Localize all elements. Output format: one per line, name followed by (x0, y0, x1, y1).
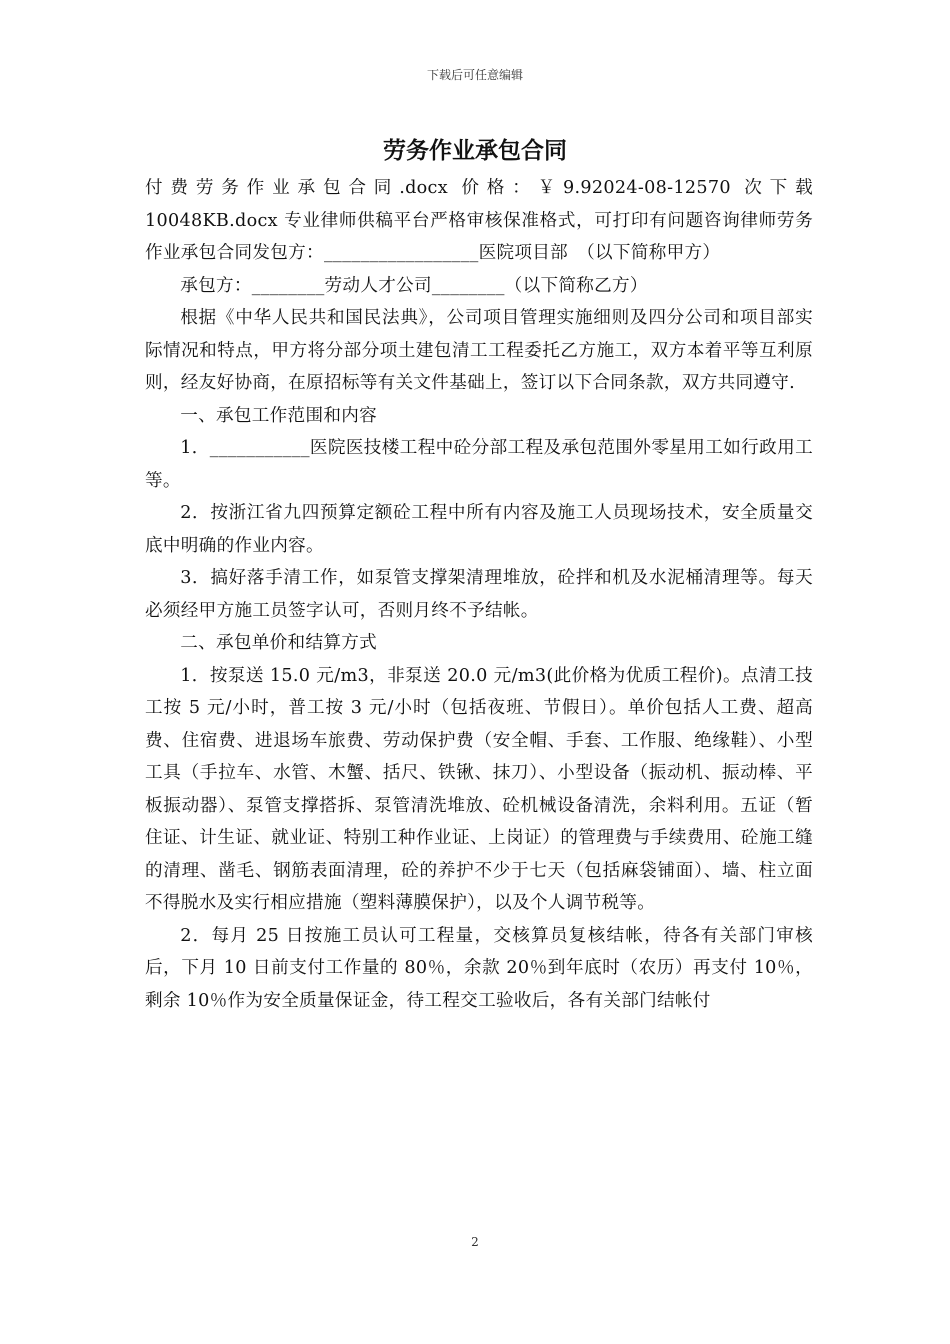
scope-item-2: 2．按浙江省九四预算定额砼工程中所有内容及施工人员现场技术，安全质量交底中明确的作业内容。 (145, 503, 813, 556)
page-number: 2 (471, 1235, 479, 1249)
section-heading-scope: 一、承包工作范围和内容 (180, 405, 378, 426)
page-header: 下载后可任意编辑 (426, 68, 523, 82)
scope-item-3: 3．搞好落手清工作，如泵管支撑架清理堆放，砼拌和机及水泥桶清理等。每天必须经甲方施工员签字认可，否则月终不予结帐。 (145, 568, 813, 621)
meta-line: 付费劳务作业承包合同.docx 价格：￥9.92024-08-12570 次下载 10048KB.docx 专业律师供稿平台严格审核保准格式，可打印有问题咨询律师劳务作业承包合同发包方：_________________医院项目部 （以下简称甲方） (145, 178, 813, 263)
preamble-paragraph: 根据《中华人民共和国民法典》，公司项目管理实施细则及四分公司和项目部实际情况和特点，甲方将分部分项土建包清工工程委托乙方施工，双方本着平等互利原则，经友好协商，在原招标等有关文件基础上，签订以下合同条款，双方共同遵守. (145, 308, 813, 393)
scope-item-1: 1．___________医院医技楼工程中砼分部工程及承包范围外零星用工如行政用工等。 (145, 438, 813, 491)
document-title: 劳务作业承包合同 (383, 138, 567, 164)
document-body (145, 172, 813, 1017)
pricing-item-1: 1．按泵送 15.0 元/m3，非泵送 20.0 元/m3(此价格为优质工程价)。点清工技工按 5 元/小时，普工按 3 元/小时（包括夜班、节假日）。单价包括人工费、超高费、住宿费、进退场车旅费、劳动保护费（安全帽、手套、工作服、绝缘鞋）、小型工具（手拉车、水管、木蟹、括尺、铁锹、抹刀）、小型设备（振动机、振动棒、平板振动器）、泵管支撑搭拆、泵管清洗堆放、砼机械设备清洗，余料利用。五证（暂住证、计生证、就业证、特别工种作业证、上岗证）的管理费与手续费用、砼施工缝的清理、凿毛、钢筋表面清理，砼的养护不少于七天（包括麻袋铺面）、墙、柱立面不得脱水及实行相应措施（塑料薄膜保护），以及个人调节税等。 (145, 665, 813, 913)
contractor-line: 承包方：________劳动人才公司________（以下简称乙方） (180, 275, 648, 296)
pricing-item-2: 2．每月 25 日按施工员认可工程量，交核算员复核结帐，待各有关部门审核后，下月 10 日前支付工作量的 80％，余款 20％到年底时（农历）再支付 10％，剩余 10％作为安全质量保证金，待工程交工验收后，各有关部门结帐付 (145, 925, 813, 1011)
section-heading-pricing: 二、承包单价和结算方式 (180, 633, 378, 653)
